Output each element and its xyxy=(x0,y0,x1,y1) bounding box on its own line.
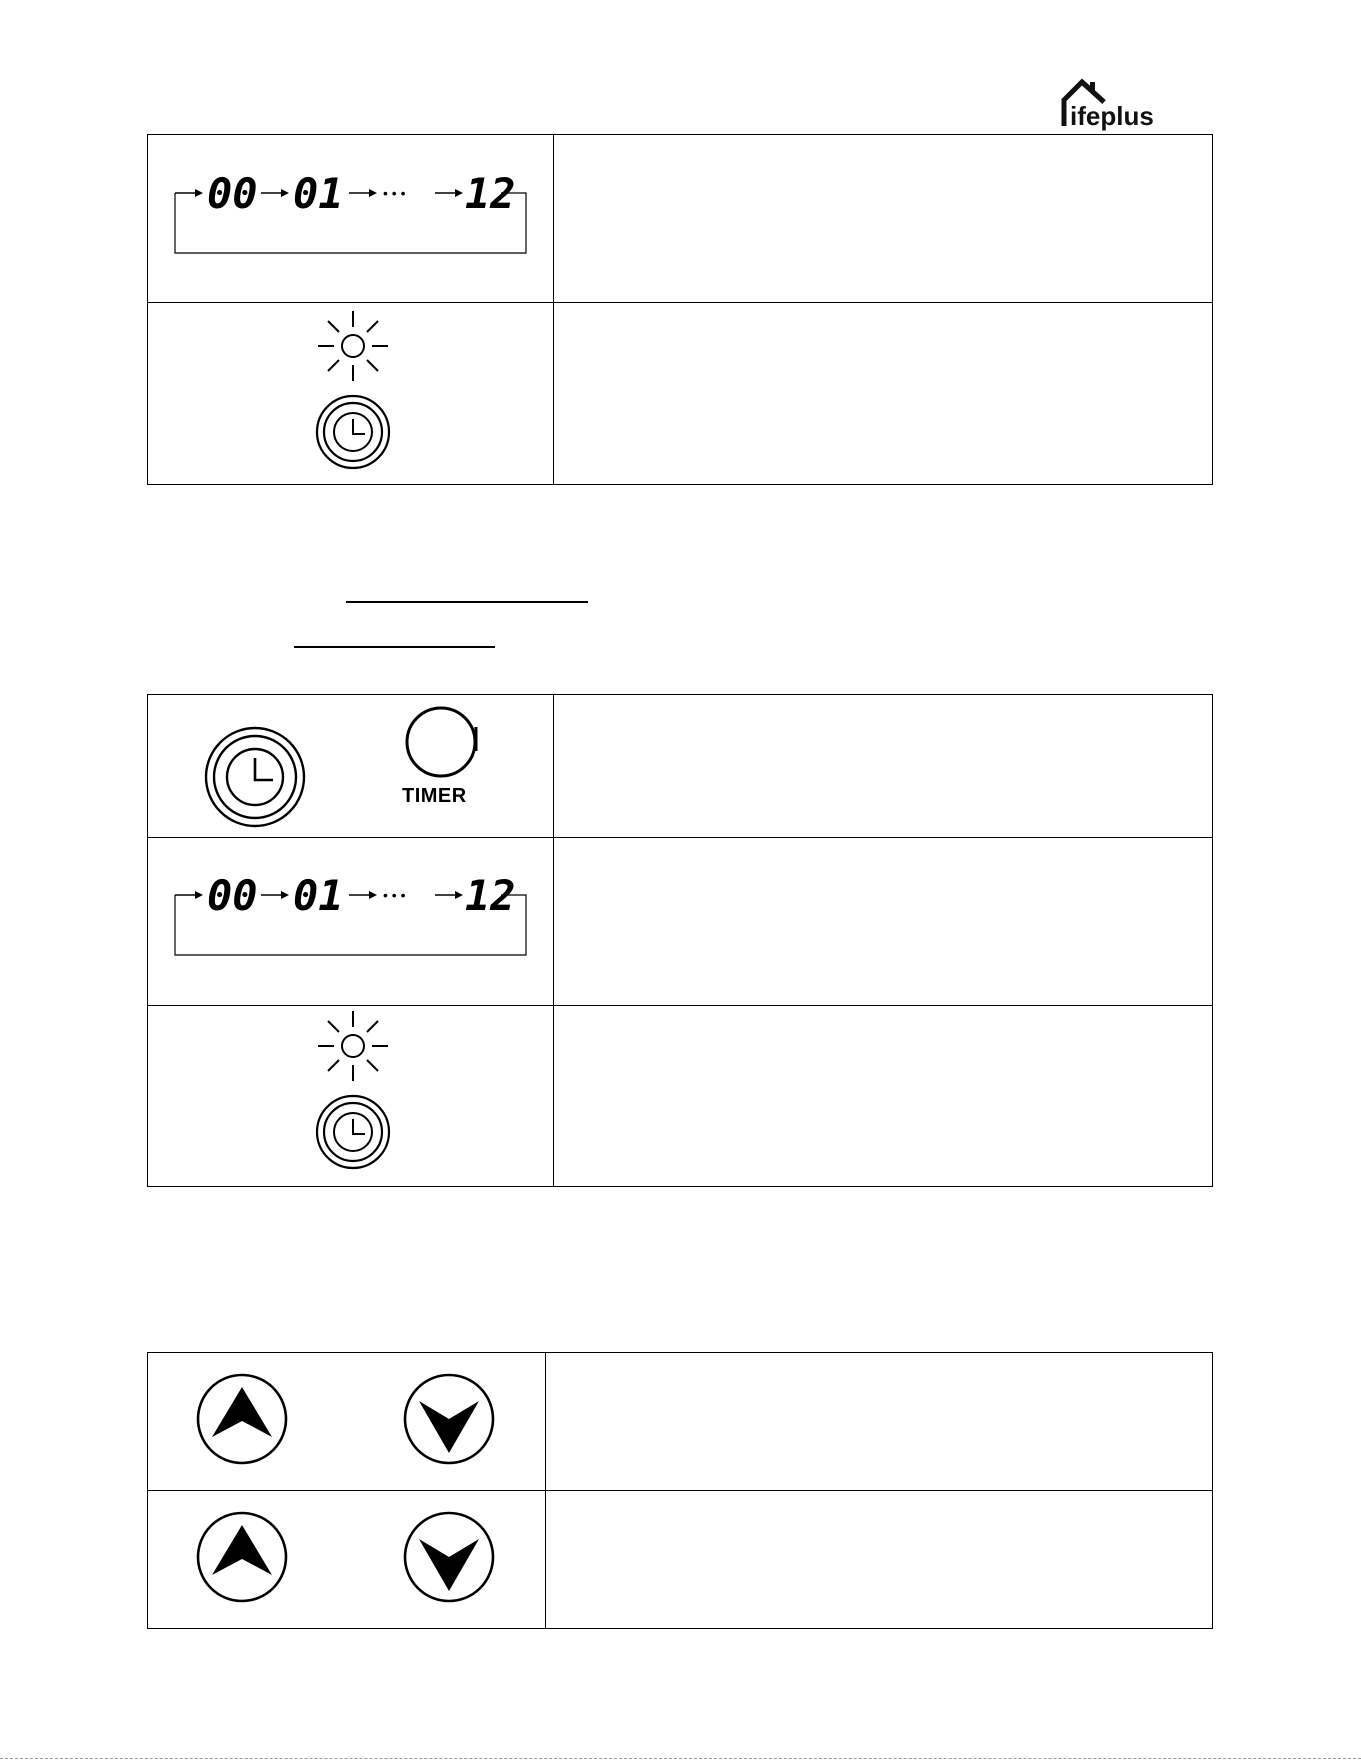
clock-button[interactable] xyxy=(203,725,307,829)
up-button[interactable] xyxy=(196,1505,292,1605)
display-ellipsis: • • • xyxy=(383,887,406,903)
display-value-01: 01 xyxy=(293,871,344,920)
down-arrow-icon xyxy=(403,1367,499,1467)
timer-button[interactable] xyxy=(398,705,488,815)
display-value-00: 00 xyxy=(207,871,258,920)
up-button[interactable] xyxy=(196,1367,292,1467)
lifeplus-logo xyxy=(1060,76,1170,130)
clock-icon xyxy=(317,396,389,468)
section-subheading-underline xyxy=(294,646,495,648)
table-2 xyxy=(147,694,1213,1187)
page-bottom-edge xyxy=(0,1758,1361,1759)
blinking-timer-icon xyxy=(308,307,398,477)
display-value-01: 01 xyxy=(293,169,344,218)
hour-sequence-display xyxy=(173,160,528,255)
down-arrow-icon xyxy=(403,1505,499,1605)
clock-icon xyxy=(203,725,307,829)
clock-icon xyxy=(317,1096,389,1168)
table-1 xyxy=(147,134,1213,485)
section-heading-underline xyxy=(346,601,588,603)
table-3 xyxy=(147,1352,1213,1629)
display-value-00: 00 xyxy=(207,169,258,218)
down-button[interactable] xyxy=(403,1505,499,1605)
hour-sequence-display xyxy=(173,865,528,960)
up-arrow-icon xyxy=(196,1505,292,1605)
timer-button-label: TIMER xyxy=(402,785,467,807)
down-button[interactable] xyxy=(403,1367,499,1467)
up-arrow-icon xyxy=(196,1367,292,1467)
display-value-12: 12 xyxy=(465,169,516,218)
blinking-timer-icon xyxy=(308,1007,398,1177)
logo-text: ifeplus xyxy=(1070,101,1154,131)
display-ellipsis: • • • xyxy=(383,185,406,201)
house-logo-icon xyxy=(1060,76,1170,130)
round-button-icon xyxy=(398,705,488,785)
display-value-12: 12 xyxy=(465,871,516,920)
